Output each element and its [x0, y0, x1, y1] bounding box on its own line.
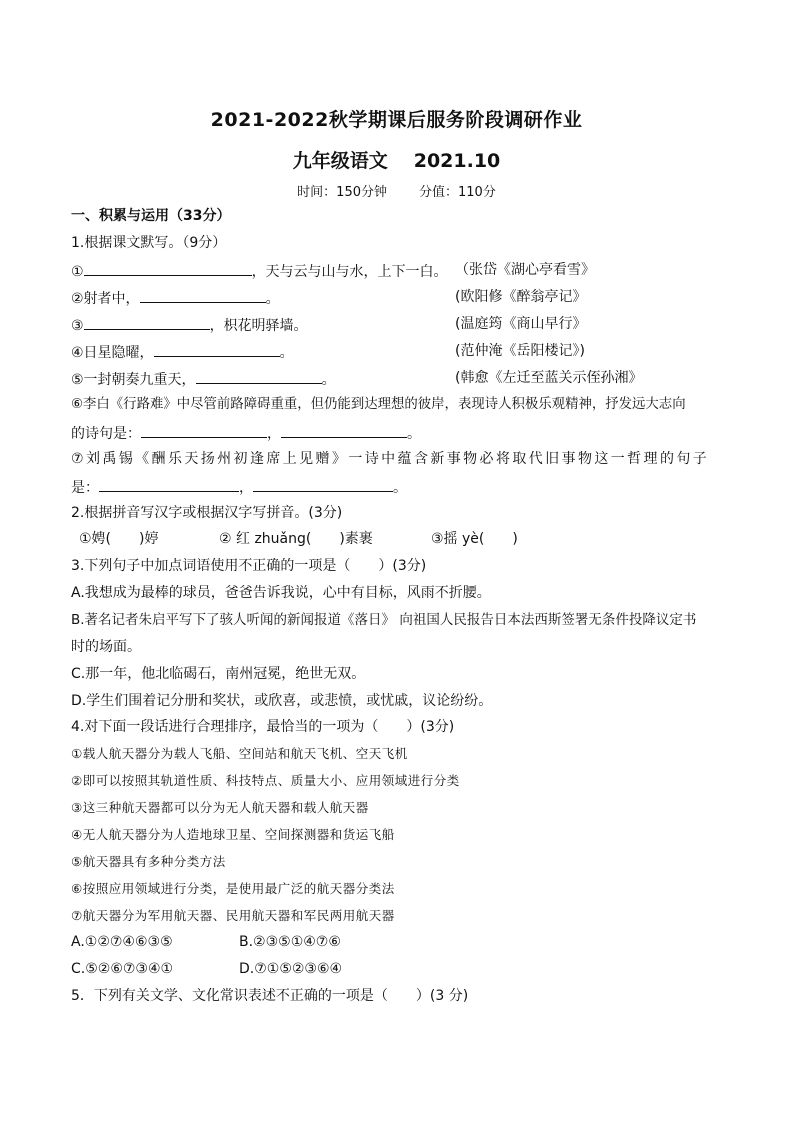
q4-stem: 4.对下面一段话进行合理排序，最恰当的一项为（ ）(3分)	[71, 719, 455, 735]
q2-item-a: ①娉( )婷	[79, 531, 159, 547]
answer-blank[interactable]	[140, 288, 266, 303]
q1-line-7a: ⑦刘禹锡《酬乐天扬州初逢席上见赠》一诗中蕴含新事物必将取代旧事物这一哲理的句子	[71, 451, 710, 467]
answer-blank[interactable]	[154, 342, 280, 357]
q1-source-3: (温庭筠《商山早行》	[455, 316, 587, 332]
exam-subtitle	[0, 146, 793, 173]
q1-stem: 1.根据课文默写。（9分）	[71, 235, 227, 251]
q4-option-d: D.⑦①⑤②③⑥④	[239, 961, 343, 977]
answer-blank[interactable]	[196, 369, 322, 384]
answer-blank[interactable]	[84, 315, 210, 330]
q4-option-b: B.②③⑤①④⑦⑥	[239, 934, 341, 950]
q4-option-a: A.①②⑦④⑥③⑤	[71, 934, 173, 950]
q1-source-4: (范仲淹《岳阳楼记》)	[455, 343, 585, 359]
q3-option-b-line2: 时的场面。	[71, 639, 141, 655]
q1-line-4: ④日星隐曜， 。	[71, 342, 294, 362]
q1-line-6a: ⑥李白《行路难》中尽管前路障碍重重，但仍能到达理想的彼岸，表现诗人积极乐观精神，抒发远大志向	[71, 397, 686, 412]
q3-option-d: D.学生们围着记分册和奖状，或欣喜，或悲愤，或忧戚，议论纷纷。	[71, 693, 493, 709]
q2-item-b: ② 红 zhuǎng( )素裹	[219, 531, 373, 547]
q4-sentence-2: ②即可以按照其轨道性质、科技特点、质量大小、应用领域进行分类	[71, 773, 460, 788]
q1-source-1: （张岱《湖心亭看雪》	[455, 262, 595, 278]
exam-title: 2021-2022秋学期课后服务阶段调研作业	[210, 109, 583, 131]
answer-blank[interactable]	[281, 423, 407, 438]
q1-source-5: (韩愈《左迁至蓝关示侄孙湘》	[455, 370, 643, 386]
q1-line-2: ②射者中， 。	[71, 288, 280, 308]
answer-blank[interactable]	[141, 423, 267, 438]
exam-meta	[0, 181, 793, 200]
q4-sentence-5: ⑤航天器具有多种分类方法	[71, 854, 226, 869]
q2-item-c: ③摇 yè( )	[431, 531, 518, 547]
answer-blank[interactable]	[84, 261, 252, 276]
q5-stem: 5．下列有关文学、文化常识表述不正确的一项是（ ）(3 分)	[71, 988, 469, 1004]
q1-line-5: ⑤一封朝奏九重天， 。	[71, 369, 336, 389]
q2-stem: 2.根据拼音写汉字或根据汉字写拼音。(3分)	[71, 505, 343, 521]
answer-blank[interactable]	[99, 477, 239, 492]
answer-blank[interactable]	[253, 477, 393, 492]
q4-sentence-4: ④无人航天器分为人造地球卫星、空间探测器和货运飞船	[71, 827, 395, 842]
section-heading: 一、积累与运用（33分）	[71, 208, 231, 224]
exam-date: 2021.10	[413, 150, 501, 172]
q3-option-b-line1: B.著名记者朱启平写下了骇人听闻的新闻报道《落日》 向祖国人民报告日本法西斯签署无条件投降议定书	[71, 612, 697, 628]
subject-label: 九年级语文	[292, 150, 388, 172]
q1-source-2: (欧阳修《醉翁亭记》	[455, 289, 587, 305]
q3-stem: 3.下列句子中加点词语使用不正确的一项是（ ）(3分)	[71, 558, 427, 574]
q1-line-1: ① ，天与云与山与水，上下一白。	[71, 261, 448, 281]
q1-line-6b: 的诗句是： ， 。	[71, 423, 421, 443]
q1-line-7b: 是： ， 。	[71, 477, 407, 497]
time-limit: 时间：150分钟	[297, 185, 387, 200]
q4-sentence-3: ③这三种航天器都可以分为无人航天器和载人航天器	[71, 800, 369, 815]
q3-option-a: A.我想成为最棒的球员，爸爸告诉我说，心中有目标，风雨不折腰。	[71, 585, 491, 601]
q1-line-3: ③ ，枳花明驿墙。	[71, 315, 308, 335]
q3-option-c: C.那一年，他北临碣石，南州冠冕，绝世无双。	[71, 666, 366, 682]
q4-option-c: C.⑤②⑥⑦③④①	[71, 961, 174, 977]
q4-sentence-1: ①载人航天器分为载人飞船、空间站和航天飞机、空天飞机	[71, 746, 408, 761]
total-score: 分值：110分	[419, 185, 496, 200]
q4-sentence-6: ⑥按照应用领域进行分类，是使用最广泛的航天器分类法	[71, 881, 395, 896]
q4-sentence-7: ⑦航天器分为军用航天器、民用航天器和军民两用航天器	[71, 908, 395, 923]
